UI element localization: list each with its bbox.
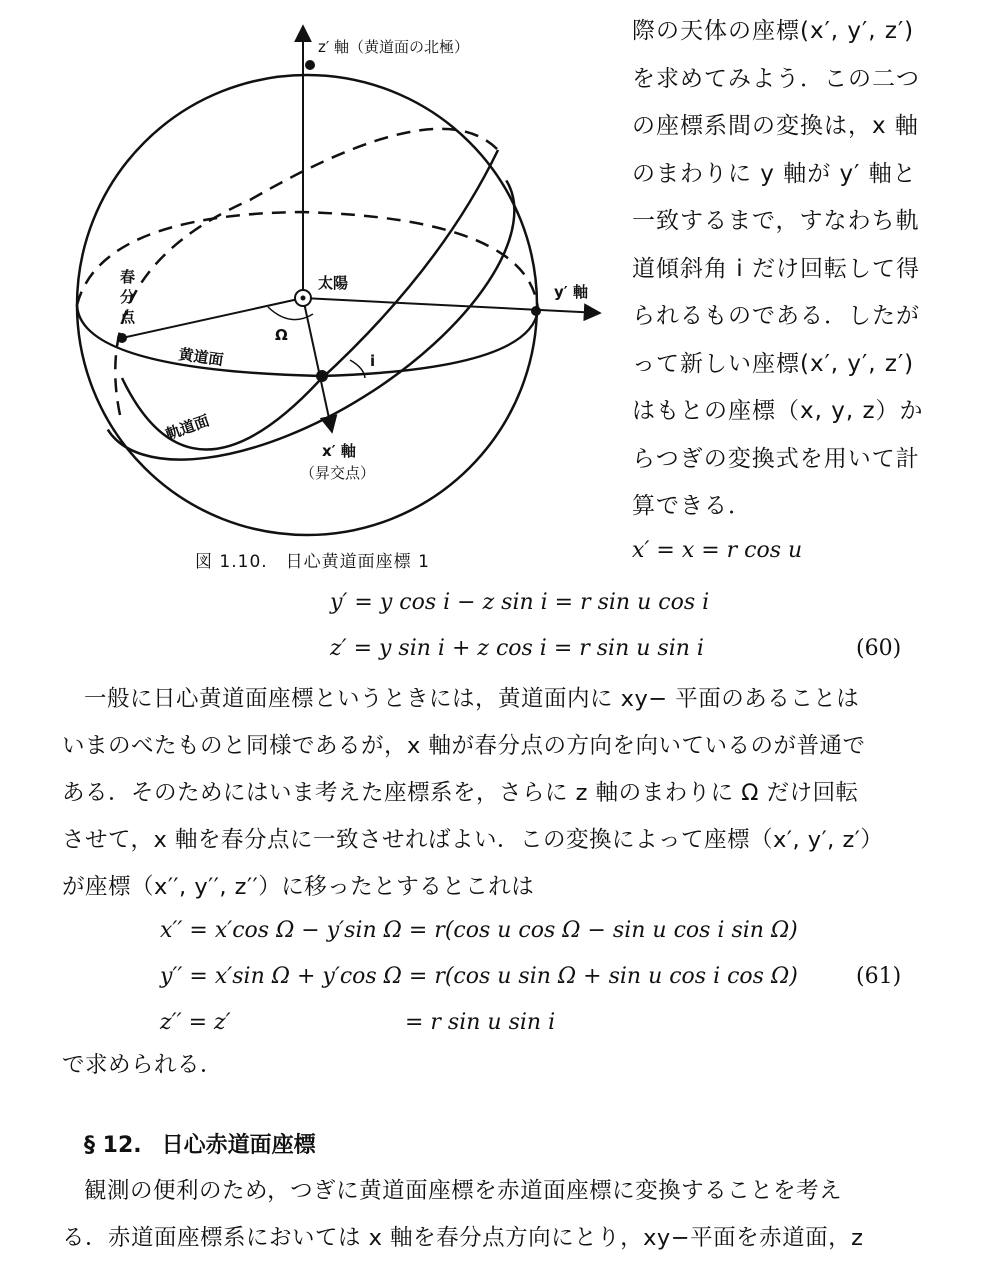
equation-61-line-1: x′′ = x′cos Ω − y′sin Ω = r(cos u cos Ω − sin u cos i sin Ω) [160, 918, 798, 943]
equation-60-line-1: x′ = x = r cos u [632, 538, 803, 563]
paragraph-line: 観測の便利のため，つぎに黄道面座標を赤道面座標に変換することを考え [84, 1178, 843, 1204]
omega-label: Ω [275, 326, 288, 344]
side-line: の座標系間の変換は，x 軸 [632, 113, 919, 139]
side-line: 際の天体の座標(x′, y′, z′) [632, 18, 915, 44]
equation-60-line-3: z′ = y sin i + z cos i = r sin u sin i [330, 636, 704, 661]
orbit-plane-back-arc [115, 129, 498, 415]
celestial-sphere-diagram [60, 20, 620, 540]
side-line: って新しい座標(x′, y′, z′) [632, 350, 915, 377]
paragraph-1 [62, 676, 942, 911]
inclination-label: i [370, 352, 376, 370]
y-axis-label: y′ 軸 [554, 283, 588, 301]
vernal-label-2: 分 [120, 288, 136, 306]
side-line: らつぎの変換式を用いて計 [632, 445, 920, 472]
side-text [632, 8, 932, 531]
z-axis-label: z′ 軸（黄道面の北極） [318, 38, 470, 56]
paragraph-line: させて，x 軸を春分点に一致させればよい．この変換によって座標（x′, y′, z′） [62, 827, 884, 853]
equation-60-line-2: y′ = y cos i − z sin i = r sin u cos i [330, 590, 710, 615]
node-label: （昇交点） [300, 464, 376, 482]
section-number: § 12. [84, 1133, 142, 1158]
x-axis [303, 298, 332, 432]
side-line: はもとの座標（x, y, z）か [632, 398, 924, 424]
after-equation-text [62, 1042, 942, 1089]
x-axis-label: x′ 軸 [322, 442, 356, 460]
side-line: 道傾斜角 i だけ回転して得 [632, 255, 921, 282]
equation-61-number: (61) [856, 964, 902, 989]
north-pole-point [305, 60, 315, 70]
paragraph-2 [62, 1168, 942, 1262]
side-line: のまわりに y 軸が y′ 軸と [632, 160, 917, 187]
paragraph-line: いまのべたものと同様であるが，x 軸が春分点の方向を向いているのが普通で [62, 733, 866, 759]
vernal-label-1: 春 [120, 268, 136, 286]
equation-60-number: (60) [856, 636, 902, 661]
ascending-node-point [316, 370, 328, 382]
paragraph-line: 一般に日心黄道面座標というときには，黄道面内に xy− 平面のあることは [84, 686, 860, 712]
figure-caption: 図 1.10. 日心黄道面座標 1 [195, 552, 430, 572]
ecliptic-label: 黄道面 [177, 345, 225, 370]
sun-label: 太陽 [318, 274, 349, 292]
orbit-plane-label: 軌道面 [163, 411, 212, 444]
paragraph-line: が座標（x′′, y′′, z′′）に移ったとするとこれは [62, 874, 535, 900]
equation-61-line-3b: = r sin u sin i [405, 1010, 556, 1035]
paragraph-line: る．赤道面座標系においては x 軸を春分点方向にとり，xy−平面を赤道面，z [62, 1225, 864, 1251]
side-line: 算できる． [632, 493, 752, 519]
equation-61-line-3a: z′′ = z′ [160, 1010, 231, 1035]
equation-61-line-2: y′′ = x′sin Ω + y′cos Ω = r(cos u sin Ω + sin u cos i cos Ω) [160, 964, 798, 989]
section-heading [84, 1128, 316, 1159]
section-title: 日心赤道面座標 [161, 1133, 316, 1158]
side-line: を求めてみよう．この二つ [632, 65, 920, 92]
paragraph-line: ある．そのためにはいま考えた座標系を，さらに z 軸のまわりに Ω だけ回転 [62, 780, 859, 806]
side-line: られるものである．したが [632, 303, 920, 329]
sun-dot [301, 296, 306, 301]
orbit-plane-front [60, 89, 564, 521]
y-axis-intersection [531, 306, 541, 316]
vernal-equinox-point [117, 333, 127, 343]
paragraph-line: で求められる． [62, 1052, 224, 1078]
side-line: 一致するまで，すなわち軌 [632, 208, 920, 234]
vernal-label-3: 点 [120, 308, 136, 326]
